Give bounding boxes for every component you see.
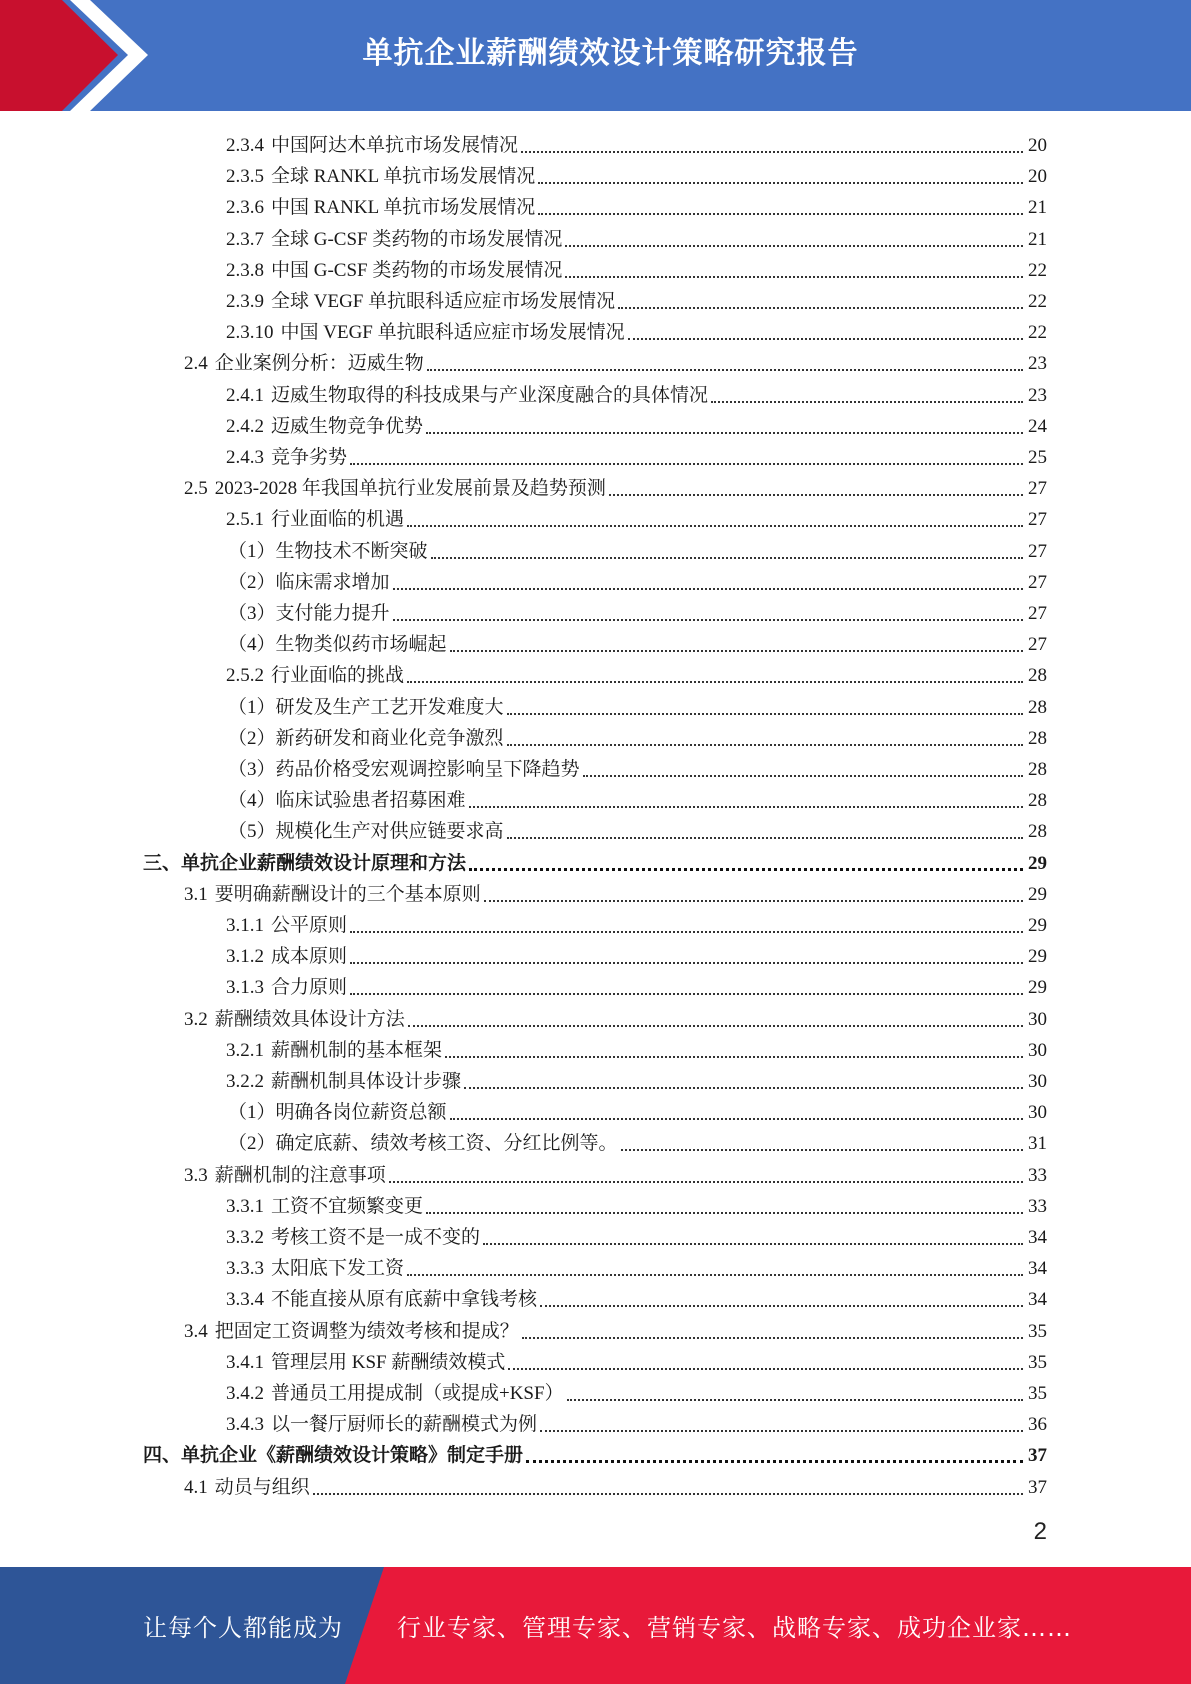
- toc-entry-number: 2.4.2: [226, 415, 264, 437]
- footer-banner: [0, 1567, 1191, 1684]
- toc-entry-number: （1）: [228, 540, 276, 562]
- toc-entry[interactable]: [184, 1313, 1047, 1344]
- toc-entry-title: 研发及生产工艺开发难度大: [275, 696, 504, 718]
- toc-leader-dots: [618, 307, 1023, 309]
- header-banner: [0, 0, 1191, 111]
- toc-entry-page: 37: [1028, 1476, 1047, 1498]
- toc-entry-title: 竞争劣势: [271, 447, 348, 468]
- toc-entry-title: 生物技术不断突破: [275, 540, 428, 562]
- toc-entry-number: 3.1.3: [226, 977, 264, 999]
- toc-entry-page: 22: [1028, 322, 1047, 344]
- toc-leader-dots: [407, 681, 1023, 683]
- toc-leader-dots: [567, 1399, 1023, 1401]
- toc-entry-title: 迈威生物取得的科技成果与产业深度融合的具体情况: [271, 384, 709, 406]
- toc-entry-title: 中国 G-CSF 类药物的市场发展情况: [271, 259, 563, 281]
- toc-leader-dots: [583, 775, 1023, 777]
- toc-entry-number: 3.1.2: [226, 946, 264, 968]
- toc-entry-title: 不能直接从原有底薪中拿钱考核: [271, 1289, 538, 1311]
- toc-entry-number: 3.1: [184, 883, 208, 905]
- toc-entry-page: 28: [1028, 696, 1047, 718]
- toc-leader-dots: [450, 1118, 1023, 1120]
- toc-entry-page: 23: [1028, 384, 1047, 406]
- toc-leader-dots: [540, 1430, 1023, 1432]
- toc-entry-number: 2.5: [184, 478, 208, 500]
- toc-entry[interactable]: [228, 1125, 1047, 1156]
- toc-entry[interactable]: [226, 1063, 1047, 1094]
- toc-entry-title: 中国 RANKL 单抗市场发展情况: [271, 197, 536, 219]
- toc-entry[interactable]: [184, 876, 1047, 907]
- toc-entry-title: 单抗企业薪酬绩效设计原理和方法: [181, 852, 467, 874]
- toc-entry-page: 29: [1028, 852, 1047, 874]
- toc-leader-dots: [507, 713, 1023, 715]
- toc-entry-number: （4）: [228, 790, 276, 812]
- toc-entry-title: 薪酬机制具体设计步骤: [271, 1071, 462, 1092]
- toc-entry[interactable]: [226, 283, 1047, 314]
- toc-entry-number: 3.3.4: [226, 1289, 264, 1311]
- toc-entry[interactable]: [228, 782, 1047, 813]
- toc-entry[interactable]: [228, 751, 1047, 782]
- toc-leader-dots: [711, 401, 1023, 403]
- toc-entry-page: 29: [1028, 883, 1047, 905]
- toc-entry-title: 把固定工资调整为绩效考核和提成？: [214, 1320, 519, 1342]
- toc-entry-title: 支付能力提升: [275, 603, 390, 624]
- toc-entry-number: 2.3.10: [226, 322, 274, 344]
- toc-entry[interactable]: [184, 345, 1047, 376]
- toc-entry-page: 30: [1028, 1102, 1047, 1124]
- toc-entry[interactable]: [226, 1032, 1047, 1063]
- page-number: 2: [1033, 1518, 1047, 1545]
- toc-entry-number: （2）: [228, 1133, 276, 1155]
- toc-entry-title: 2023-2028 年我国单抗行业发展前景及趋势预测: [214, 478, 606, 500]
- toc-entry-number: 2.3.8: [226, 259, 264, 281]
- toc-entry[interactable]: [228, 1094, 1047, 1125]
- toc-leader-dots: [538, 213, 1023, 215]
- toc-entry[interactable]: [143, 1437, 1047, 1468]
- toc-entry-number: 2.5.1: [226, 509, 264, 531]
- toc-entry-page: 28: [1028, 759, 1047, 780]
- toc-leader-dots: [483, 1243, 1023, 1245]
- toc-entry-page: 35: [1028, 1383, 1047, 1404]
- toc-entry-page: 23: [1028, 353, 1047, 375]
- toc-leader-dots: [507, 837, 1023, 839]
- toc-entry-page: 30: [1028, 1008, 1047, 1030]
- toc-entry-title: 动员与组织: [214, 1476, 310, 1498]
- toc-entry-page: 29: [1028, 946, 1047, 968]
- toc-entry[interactable]: [226, 408, 1047, 439]
- toc-entry[interactable]: [226, 314, 1047, 345]
- toc-leader-dots: [565, 276, 1023, 278]
- toc-entry-number: 3.3: [184, 1164, 208, 1186]
- toc-entry-number: 2.4.3: [226, 447, 264, 468]
- toc-leader-dots: [350, 931, 1023, 933]
- toc-entry-number: （1）: [228, 696, 276, 718]
- toc-leader-dots: [469, 806, 1023, 808]
- toc-entry-title: 新药研发和商业化竞争激烈: [275, 727, 504, 749]
- toc-entry-number: （2）: [228, 571, 276, 593]
- toc-entry[interactable]: [226, 1344, 1047, 1375]
- toc-leader-dots: [464, 1087, 1023, 1089]
- toc-entry-title: 临床需求增加: [275, 571, 390, 593]
- toc-leader-dots: [621, 1149, 1023, 1151]
- toc-entry-page: 27: [1028, 509, 1047, 531]
- toc-entry-title: 工资不宜频繁变更: [271, 1195, 424, 1217]
- toc-entry[interactable]: [226, 189, 1047, 220]
- toc-leader-dots: [350, 993, 1023, 995]
- toc-entry-page: 27: [1028, 478, 1047, 500]
- toc-entry-number: 3.4: [184, 1320, 208, 1342]
- toc-entry-number: 3.2.1: [226, 1039, 264, 1061]
- toc-entry-page: 21: [1028, 197, 1047, 219]
- toc-entry-number: 3.4.2: [226, 1383, 264, 1404]
- toc-leader-dots: [431, 557, 1023, 559]
- toc-entry[interactable]: [226, 1375, 1047, 1406]
- toc-entry-title: 企业案例分析：迈威生物: [214, 353, 424, 375]
- toc-leader-dots: [507, 744, 1023, 746]
- toc-entry[interactable]: [228, 564, 1047, 595]
- toc-entry[interactable]: [226, 377, 1047, 408]
- toc-entry-page: 21: [1028, 228, 1047, 250]
- toc-entry-title: 普通员工用提成制（或提成+KSF）: [271, 1383, 564, 1404]
- toc-entry-number: 4.1: [184, 1476, 208, 1498]
- toc-entry-number: 3.3.1: [226, 1195, 264, 1217]
- toc-entry-page: 27: [1028, 540, 1047, 562]
- toc-entry-number: 2.3.4: [226, 135, 264, 156]
- toc-entry-title: 全球 G-CSF 类药物的市场发展情况: [271, 228, 563, 250]
- toc-entry-title: 成本原则: [271, 946, 348, 968]
- toc-entry-title: 临床试验患者招募困难: [275, 790, 466, 812]
- toc-leader-dots: [450, 650, 1023, 652]
- toc-entry-number: 2.3.6: [226, 197, 264, 219]
- footer-slogan-right: 行业专家、管理专家、营销专家、战略专家、成功企业家……: [397, 1614, 1072, 1642]
- toc-entry-number: 3.2: [184, 1008, 208, 1030]
- toc-leader-dots: [522, 1337, 1023, 1339]
- toc-entry-page: 27: [1028, 603, 1047, 624]
- toc-leader-dots: [540, 1305, 1023, 1307]
- toc-entry[interactable]: [228, 533, 1047, 564]
- toc-entry-page: 20: [1028, 135, 1047, 156]
- toc-leader-dots: [426, 432, 1023, 434]
- toc-entry-page: 25: [1028, 447, 1047, 468]
- toc-leader-dots: [628, 338, 1023, 340]
- toc-entry-title: 薪酬绩效具体设计方法: [214, 1008, 405, 1030]
- toc-entry-number: （5）: [228, 821, 276, 843]
- toc-entry-title: 管理层用 KSF 薪酬绩效模式: [271, 1351, 506, 1373]
- toc-entry-page: 30: [1028, 1071, 1047, 1092]
- toc-entry-title: 行业面临的机遇: [271, 509, 405, 531]
- toc-entry-page: 24: [1028, 415, 1047, 437]
- toc-entry-title: 中国阿达木单抗市场发展情况: [271, 135, 519, 156]
- toc-entry-page: 28: [1028, 790, 1047, 812]
- toc-entry-number: 3.2.2: [226, 1071, 264, 1092]
- toc-entry-page: 28: [1028, 665, 1047, 687]
- toc-entry[interactable]: [184, 1157, 1047, 1188]
- toc-entry[interactable]: [226, 1406, 1047, 1437]
- toc-leader-dots: [445, 1056, 1023, 1058]
- toc-entry-number: （3）: [228, 603, 276, 624]
- toc-entry[interactable]: [226, 501, 1047, 532]
- toc-leader-dots: [393, 588, 1023, 590]
- toc-entry[interactable]: [226, 158, 1047, 189]
- toc-entry[interactable]: [228, 689, 1047, 720]
- toc-entry[interactable]: [226, 1188, 1047, 1219]
- toc-entry-title: 全球 VEGF 单抗眼科适应症市场发展情况: [271, 291, 616, 312]
- toc-entry-page: 35: [1028, 1320, 1047, 1342]
- toc-entry-number: 四、: [143, 1445, 182, 1467]
- toc-entry-page: 34: [1028, 1258, 1047, 1280]
- toc-entry-number: 2.3.7: [226, 228, 264, 250]
- toc-entry-page: 33: [1028, 1195, 1047, 1217]
- toc-entry-number: 2.3.5: [226, 166, 264, 188]
- toc-entry[interactable]: [226, 969, 1047, 1000]
- toc-entry-title: 行业面临的挑战: [271, 665, 405, 687]
- toc-leader-dots: [350, 962, 1023, 964]
- toc-entry-title: 单抗企业《薪酬绩效设计策略》制定手册: [181, 1445, 524, 1467]
- toc-entry-title: 迈威生物竞争优势: [271, 415, 424, 437]
- toc-entry-page: 27: [1028, 634, 1047, 656]
- toc-entry[interactable]: [226, 1281, 1047, 1312]
- toc-entry[interactable]: [226, 1219, 1047, 1250]
- toc-entry[interactable]: [226, 252, 1047, 283]
- toc-leader-dots: [508, 1368, 1023, 1370]
- toc-leader-dots: [526, 1460, 1023, 1463]
- toc-entry[interactable]: [228, 626, 1047, 657]
- toc-entry-page: 22: [1028, 259, 1047, 281]
- toc-leader-dots: [393, 619, 1023, 621]
- toc-entry-title: 考核工资不是一成不变的: [271, 1227, 481, 1248]
- toc-entry-title: 以一餐厅厨师长的薪酬模式为例: [271, 1414, 538, 1436]
- toc-entry-number: （4）: [228, 634, 276, 656]
- toc-entry-title: 薪酬机制的基本框架: [271, 1039, 443, 1061]
- toc-entry-page: 34: [1028, 1227, 1047, 1248]
- toc-leader-dots: [469, 868, 1023, 871]
- toc-leader-dots: [426, 1212, 1023, 1214]
- footer-slogan-left: 让每个人都能成为: [143, 1614, 343, 1642]
- toc-entry-number: （1）: [228, 1102, 276, 1124]
- toc-entry-number: （2）: [228, 727, 276, 749]
- toc-entry-title: 公平原则: [271, 915, 348, 936]
- toc-entry-page: 33: [1028, 1164, 1047, 1186]
- toc-entry[interactable]: [228, 813, 1047, 844]
- toc-leader-dots: [350, 463, 1023, 465]
- toc-entry[interactable]: [226, 1250, 1047, 1281]
- toc-entry-page: 36: [1028, 1414, 1047, 1436]
- toc-entry-page: 37: [1028, 1445, 1047, 1467]
- toc-entry[interactable]: [184, 470, 1047, 501]
- toc-entry-title: 确定底薪、绩效考核工资、分红比例等。: [275, 1133, 618, 1155]
- toc-entry[interactable]: [226, 439, 1047, 470]
- toc-entry[interactable]: [184, 1001, 1047, 1032]
- toc-entry-title: 要明确薪酬设计的三个基本原则: [214, 883, 481, 905]
- toc-leader-dots: [407, 525, 1023, 527]
- toc-entry-page: 20: [1028, 166, 1047, 188]
- toc-leader-dots: [313, 1493, 1023, 1495]
- toc-entry-page: 22: [1028, 291, 1047, 312]
- toc-entry-number: 3.1.1: [226, 915, 264, 936]
- toc-entry[interactable]: [184, 1469, 1047, 1500]
- toc-entry-page: 29: [1028, 977, 1047, 999]
- toc-entry-page: 28: [1028, 821, 1047, 843]
- toc-entry-title: 薪酬机制的注意事项: [214, 1164, 386, 1186]
- toc-entry-page: 34: [1028, 1289, 1047, 1311]
- toc-entry-page: 27: [1028, 571, 1047, 593]
- toc-entry-page: 31: [1028, 1133, 1047, 1155]
- toc-leader-dots: [521, 151, 1023, 153]
- toc-entry-title: 中国 VEGF 单抗眼科适应症市场发展情况: [280, 322, 625, 344]
- toc-entry-number: 3.4.3: [226, 1414, 264, 1436]
- toc-entry-number: （3）: [228, 759, 276, 780]
- toc-leader-dots: [609, 494, 1023, 496]
- toc-entry[interactable]: [226, 221, 1047, 252]
- toc-entry-page: 35: [1028, 1351, 1047, 1373]
- toc-entry[interactable]: [228, 595, 1047, 626]
- toc-leader-dots: [565, 245, 1023, 247]
- toc-leader-dots: [538, 182, 1023, 184]
- toc-entry-number: 2.4.1: [226, 384, 264, 406]
- toc-leader-dots: [427, 369, 1023, 371]
- toc-entry-number: 3.3.3: [226, 1258, 264, 1280]
- toc-entry-number: 2.5.2: [226, 665, 264, 687]
- toc-entry-number: 2.4: [184, 353, 208, 375]
- toc-entry-title: 太阳底下发工资: [271, 1258, 405, 1280]
- toc-entry[interactable]: [228, 720, 1047, 751]
- toc-leader-dots: [389, 1181, 1023, 1183]
- toc-entry-title: 明确各岗位薪资总额: [275, 1102, 447, 1124]
- toc-entry-title: 生物类似药市场崛起: [275, 634, 447, 656]
- toc-leader-dots: [408, 1025, 1023, 1027]
- toc-leader-dots: [407, 1274, 1023, 1276]
- toc-entry-number: 3.3.2: [226, 1227, 264, 1248]
- toc-leader-dots: [484, 900, 1023, 902]
- toc-entry-title: 药品价格受宏观调控影响呈下降趋势: [275, 759, 580, 780]
- toc-entry[interactable]: [226, 657, 1047, 688]
- toc-entry-title: 合力原则: [271, 977, 348, 999]
- document-title: 单抗企业薪酬绩效设计策略研究报告: [362, 36, 859, 71]
- toc-entry-number: 2.3.9: [226, 291, 264, 312]
- toc-entry-page: 28: [1028, 727, 1047, 749]
- toc-entry[interactable]: [226, 938, 1047, 969]
- toc-entry[interactable]: [226, 127, 1047, 158]
- toc-entry[interactable]: [226, 907, 1047, 938]
- toc-entry-number: 三、: [143, 852, 182, 874]
- toc-entry-page: 29: [1028, 915, 1047, 936]
- toc-entry-number: 3.4.1: [226, 1351, 264, 1373]
- toc-entry[interactable]: [143, 845, 1047, 876]
- toc-entry-title: 规模化生产对供应链要求高: [275, 821, 504, 843]
- toc-entry-page: 30: [1028, 1039, 1047, 1061]
- toc-entry-title: 全球 RANKL 单抗市场发展情况: [271, 166, 536, 188]
